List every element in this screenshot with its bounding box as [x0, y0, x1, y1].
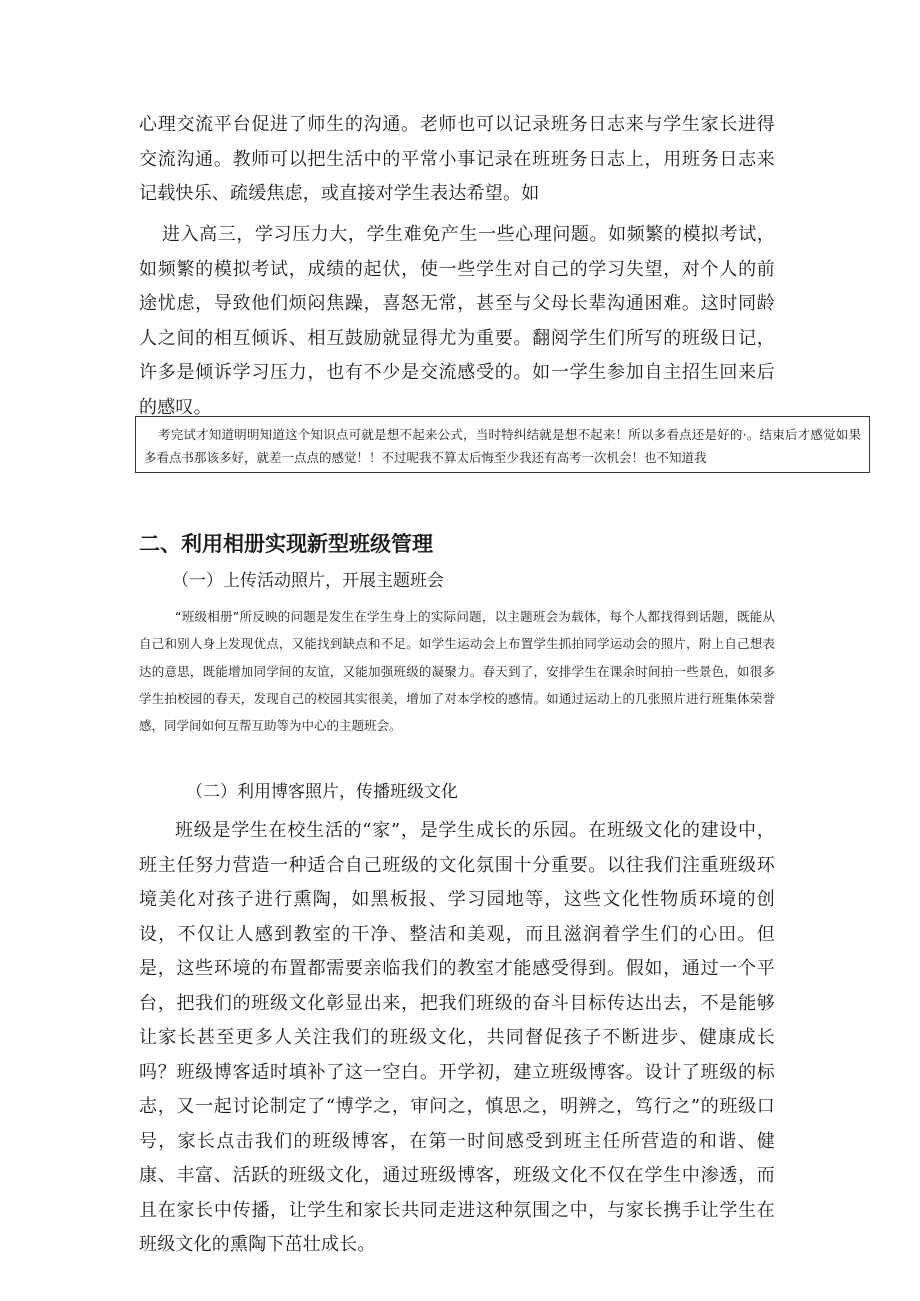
paragraph-class-culture: 班级是学生在校生活的“家”，是学生成长的乐园。在班级文化的建设中，班主任努力营造一种适合自己班级的文化氛围十分重要。以往我们注重班级环境美化对孩子进行熏陶，如黑板报、学习园地等，这些文化性物质环境的创设，不仅让人感到教室的干净、整洁和美观，而且滋润着学生们的心田。但是，这些环境的布置都需要亲临我们的教室才能感受得到。假如，通过一个平台，把我们的班级文化彰显出来，把我们班级的奋斗目标传达出去，不是能够让家长甚至更多人关注我们的班级文化，共同督促孩子不断进步、健康成长吗？班级博客适时填补了这一空白。开学初，建立班级博客。设计了班级的标志，又一起讨论制定了“博学之，审问之，慎思之，明辨之，笃行之”的班级口号，家长点击我们的班级博客，在第一时间感受到班主任所营造的和谐、健康、丰富、活跃的班级文化，通过班级博客，班级文化不仅在学生中渗透，而且在家长中传播，让学生和家长共同走进这种氛围之中，与家长携手让学生在班级文化的熏陶下茁壮成长。: [139, 820, 775, 1255]
paragraph-communication-platform: 心理交流平台促进了师生的沟通。老师也可以记录班务日志来与学生家长进得交流沟通。教师可以把生活中的平常小事记录在班班务日志上，用班务日志来记载快乐、疏缓焦虑，或直接对学生表达希望。如: [139, 114, 775, 204]
subheading-blog-photos: （二）利用博客照片，传播班级文化: [186, 782, 458, 802]
paragraph-class-album: “班级相册”所反映的问题是发生在学生身上的实际问题，以主题班会为载体，每个人都找得到话题，既能从自己和别人身上发现优点，又能找到缺点和不足。如学生运动会上布置学生抓拍同学运动会的照片，附上自己想表达的意思，既能增加同学间的友谊，又能加强班级的凝聚力。春天到了，安排学生在课余时间拍一些景色，如很多学生拍校园的春天，发现自己的校园其实很美，增加了对本学校的感情。如通过运动上的几张照片进行班集体荣誉感，同学间如何互帮互助等为中心的主题班会。: [139, 609, 775, 734]
section-heading-photo-album: 二、利用相册实现新型班级管理: [139, 532, 433, 556]
student-quote-box: [135, 416, 870, 473]
subheading-activity-photos: （一）上传活动照片，开展主题班会: [172, 571, 444, 591]
paragraph-senior-year-pressure: 进入高三，学习压力大，学生难免产生一些心理问题。如频繁的模拟考试，如频繁的模拟考试，成绩的起伏，使一些学生对自己的学习失望，对个人的前途忧虑，导致他们烦闷焦躁，喜怒无常，甚至与父母长辈沟通困难。这时同龄人之间的相互倾诉、相互鼓励就显得尤为重要。翻阅学生们所写的班级日记，许多是倾诉学习压力，也有不少是交流感受的。如一学生参加自主招生回来后的感叹。: [139, 224, 775, 418]
student-quote-text: 考完试才知道明明知道这个知识点可就是想不起来公式，当时特纠结就是想不起来！所以多看点还是好的·。结束后才感觉如果多看点书那该多好，就差一点点的感觉！！不过呢我不算太后悔至少我还有高考一次机会！也不知道我: [144, 427, 861, 465]
